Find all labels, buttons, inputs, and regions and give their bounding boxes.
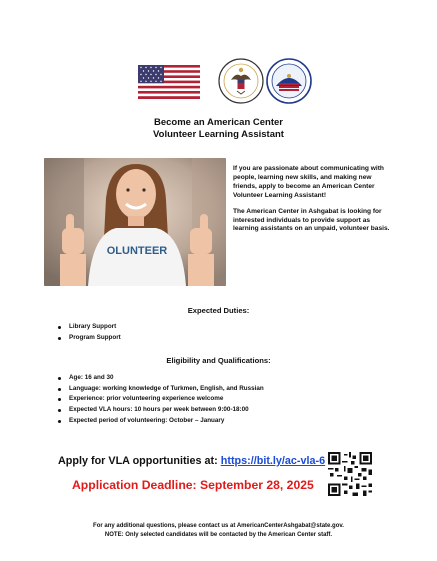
list-item: Language: working knowledge of Turkmen, English, and Russian — [58, 384, 264, 395]
intro-paragraph-1: If you are passionate about communicating with people, learning new skills, and making new friends, apply to become an American Center Volunteer Learning Assistant! — [233, 165, 384, 199]
title-line-2: Volunteer Learning Assistant — [153, 129, 284, 140]
eligibility-heading: Eligibility and Qualifications: — [166, 356, 271, 365]
intro-paragraph-2: The American Center in Ashgabat is looking for interested individuals to provide support as learning assistants on an unpaid, volunteer basis. — [233, 207, 390, 233]
us-flag-icon — [138, 65, 200, 99]
footer-note — [0, 522, 437, 540]
shirt-print-text: OLUNTEER — [106, 245, 168, 257]
list-item: Library Support — [58, 322, 121, 333]
department-of-state-seal-icon — [218, 58, 264, 104]
logo-row — [0, 58, 437, 104]
list-item: Expected period of volunteering: October – January — [58, 416, 264, 427]
duties-list — [58, 322, 121, 343]
eligibility-list — [58, 373, 264, 427]
list-item: Experience: prior volunteering experience welcome — [58, 394, 264, 405]
qr-code-icon[interactable] — [328, 452, 372, 496]
title-line-1: Become an American Center — [153, 117, 283, 128]
apply-prefix: Apply for VLA opportunities at: — [58, 455, 218, 467]
apply-line — [58, 455, 325, 467]
duties-heading: Expected Duties: — [187, 306, 250, 315]
flyer-title — [0, 117, 437, 141]
selection-note: NOTE: Only selected candidates will be contacted by the American Center staff. — [104, 532, 333, 538]
apply-link[interactable]: https://bit.ly/ac-vla-6 — [220, 455, 326, 467]
intro-text — [233, 165, 395, 241]
list-item: Program Support — [58, 333, 121, 344]
volunteer-thumbs-up-photo — [44, 158, 226, 286]
contact-line: For any additional questions, please contact us at AmericanCenterAshgabat@state.gov. — [93, 523, 344, 529]
list-item: Age: 16 and 30 — [58, 373, 264, 384]
american-center-seal-icon — [266, 58, 312, 104]
application-deadline: Application Deadline: September 28, 2025 — [72, 478, 314, 492]
list-item: Expected VLA hours: 10 hours per week between 9:00-18:00 — [58, 405, 264, 416]
